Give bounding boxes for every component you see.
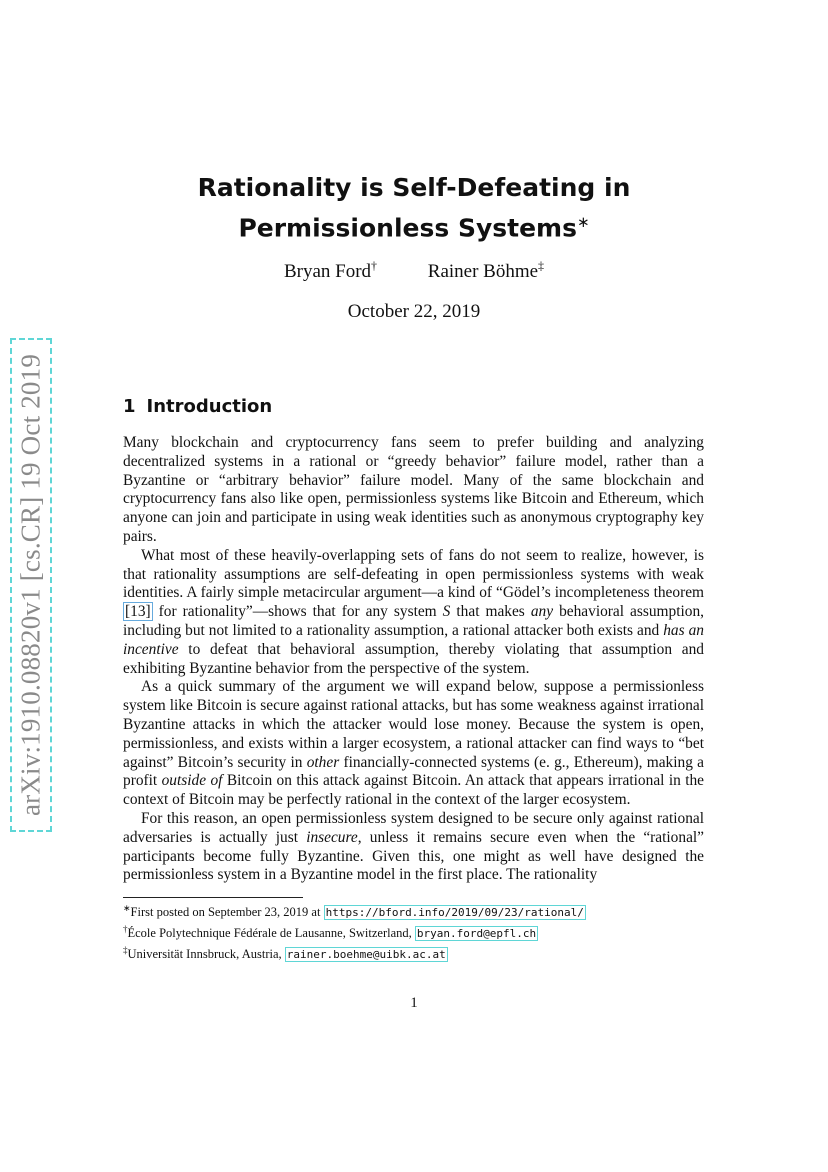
paragraph-3-text-b: financially-connected systems (e. g., Ethereum), making a profit	[123, 753, 704, 790]
emphasis-incentive: has an incentive	[123, 621, 704, 658]
paragraph-2	[123, 547, 704, 679]
paragraph-2-text-a: What most of these heavily-overlapping sets of fans do not seem to realize, however, is that rationality assumptions are self-defeating in open permissionless systems with weak identities. A fairly simple metacircular argument—a kind of “Gödel’s incompleteness theorem	[123, 546, 704, 602]
section-title: Introduction	[146, 396, 273, 417]
emphasis-insecure: insecure	[306, 828, 358, 846]
paper-date: October 22, 2019	[347, 301, 481, 322]
paragraph-2-text-c: that makes	[450, 603, 531, 621]
title-line-1: Rationality is Self-Defeating in	[197, 173, 631, 202]
footnote-2	[123, 921, 723, 942]
emphasis-outside: outside of	[161, 772, 223, 790]
author-2-name: Rainer Böhme	[427, 261, 539, 283]
footnote-1-mark: ∗	[123, 903, 131, 913]
footnote-3-text: Universität Innsbruck, Austria,	[127, 947, 285, 962]
arxiv-identifier-stamp[interactable]	[10, 338, 52, 832]
footnote-rule	[123, 897, 303, 898]
footnote-2-mark: †	[123, 924, 128, 935]
email-link-ford[interactable]: bryan.ford@epfl.ch	[416, 927, 537, 941]
author-1-mark: †	[371, 259, 378, 273]
arxiv-identifier-text: arXiv:1910.08820v1 [cs.CR] 19 Oct 2019	[15, 353, 46, 817]
footnote-1	[123, 900, 723, 921]
section-heading	[123, 396, 272, 417]
page-number: 1	[410, 995, 418, 1011]
paragraph-2-text-e: to defeat that behavioral assumption, thereby violating that assumption and exhibiting Byzantine behavior from the perspective of the system.	[123, 640, 704, 677]
author-2	[428, 261, 544, 282]
author-1-name: Bryan Ford	[283, 261, 372, 283]
math-symbol-s: S	[442, 603, 451, 621]
blog-url-link[interactable]: https://bford.info/2019/09/23/rational/	[325, 906, 584, 920]
author-2-mark: ‡	[538, 259, 545, 273]
paragraph-3-text-a: As a quick summary of the argument we will expand below, suppose a permissionless system like Bitcoin is secure against rational attacks, but has some weakness against irrational Byzantine attacks in which the attacker would lose money. Because the system is open, permissionless, and exists within a larger ecosystem, a rational attacker can find ways to “bet against” Bitcoin’s security in	[123, 678, 704, 771]
paragraph-2-text-d: behavioral assumption, including but not limited to a rationality assumption, a rational attacker both exists and	[123, 603, 705, 639]
author-1	[284, 261, 377, 282]
paragraph-3-text-c: Bitcoin on this attack against Bitcoin. An attack that appears irrational in the context of Bitcoin may be perfectly rational in the context of the larger ecosystem.	[123, 772, 704, 809]
title-line-2	[124, 205, 704, 245]
section-number: 1	[123, 396, 136, 417]
footnote-1-text: First posted on September 23, 2019 at	[130, 905, 324, 920]
paragraph-2-text-b: for rationality”—shows that for any system	[152, 603, 443, 621]
footnote-3-mark: ‡	[123, 945, 128, 956]
paragraph-4-text-b: , unless it remains secure even when the “rational” participants become fully Byzantine. Given this, one might as well have designed the permissionless system in a Byzantine model in the first place. The rationality	[123, 828, 705, 884]
paragraph-4	[123, 810, 704, 885]
emphasis-other: other	[306, 753, 340, 771]
citation-link[interactable]: [13]	[125, 603, 151, 621]
email-link-boehme[interactable]: rainer.boehme@uibk.ac.at	[286, 948, 446, 962]
footnote-2-text: École Polytechnique Fédérale de Lausanne, Switzerland,	[127, 926, 415, 941]
title-footnote-mark: ∗	[576, 213, 590, 231]
paper-title	[124, 170, 704, 245]
paragraph-1: Many blockchain and cryptocurrency fans seem to prefer building and analyzing decentralized systems in a rational or “greedy behavior” failure model, rather than a Byzantine or “arbitrary behavior” failure model. Many of the same blockchain and cryptocurrency fans also like open, permissionless systems like Bitcoin and Ethereum, which anyone can join and participate in using weak identities such as anonymous cryptography key pairs.	[123, 434, 704, 545]
emphasis-any: any	[530, 603, 554, 621]
footnote-3	[123, 942, 723, 963]
author-list	[124, 259, 704, 283]
paragraph-4-text-a: For this reason, an open permissionless system designed to be secure only against rational adversaries is actually just	[123, 809, 704, 846]
title-line-2-text: Permissionless Systems	[238, 213, 577, 243]
body-text	[123, 434, 704, 885]
paragraph-3	[123, 678, 704, 810]
footnotes	[123, 900, 723, 963]
